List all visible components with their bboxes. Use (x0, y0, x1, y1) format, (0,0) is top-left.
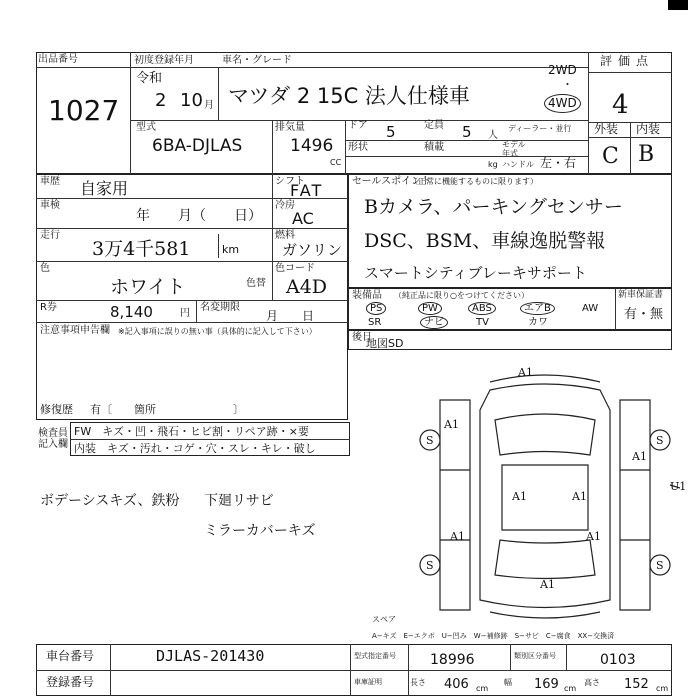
color-code-label: 色コード (275, 263, 315, 274)
rear-label: 後日 (352, 332, 372, 343)
interior-value: B (638, 142, 655, 167)
color-label: 色 (40, 263, 50, 274)
length-value: 406 (444, 677, 469, 692)
length-label: 長さ (410, 678, 426, 687)
height-unit: cm (656, 684, 669, 693)
class-label: 類別区分番号 (514, 652, 556, 660)
fuel-value: ガソリン (282, 241, 343, 259)
diagram-mark-8: A1 (540, 578, 555, 591)
drive-dot: ・ (562, 78, 573, 91)
recycle-unit: 円 (180, 308, 190, 319)
color-code-value: A4D (286, 276, 328, 298)
shift-value: FAT (290, 181, 324, 200)
handwritten-note-3: ミラーカバーキズ (204, 523, 316, 539)
handwritten-note-2: 下廻リサビ (204, 493, 274, 509)
sales-point-line-2: DSC、BSM、車線逸脱警報 (364, 230, 606, 252)
car-damage-diagram (372, 360, 690, 630)
history-label: 車歴 (40, 176, 60, 187)
shift-label: シフト (275, 176, 305, 187)
diagram-mark-11: S (426, 559, 434, 572)
chassis-label: 車台番号 (46, 649, 95, 663)
sales-points-note: （正常に機能するものに限ります） (410, 177, 538, 186)
rating-value: 4 (612, 90, 629, 120)
diagram-mark-12: S (656, 559, 664, 572)
height-label: 高さ (584, 678, 600, 687)
equip-tv: TV (476, 317, 489, 328)
recycle-value: 8,140 (110, 303, 153, 321)
equip-abs: ABS (468, 302, 496, 315)
diagram-mark-13: A1 (632, 450, 647, 463)
doors-value: 5 (386, 123, 396, 141)
capacity-value: 5 (462, 123, 472, 141)
sales-point-line-1: Bカメラ、パーキングセンサー (364, 196, 623, 218)
first-reg-month-unit: 月 (204, 100, 214, 111)
handle-label: ハンドル (502, 160, 534, 169)
rating-label: 評価点 (600, 54, 655, 68)
sales-point-line-3: スマートシティブレーキサポート (364, 264, 587, 282)
diagram-mark-3: A1 (444, 418, 459, 431)
new-warranty-value: 有・無 (624, 307, 664, 322)
first-reg-month: 10 (180, 90, 203, 111)
rear-value: 地図SD (366, 337, 404, 350)
equip-pw: PW (418, 302, 442, 315)
model-code-value: 6BA-DJLAS (152, 136, 243, 156)
header-tag: 出品番号 (38, 54, 78, 65)
corner-mark (668, 0, 688, 10)
chassis-value: DJLAS-201430 (156, 647, 265, 665)
diagram-mark-4: A1 (512, 490, 527, 503)
reg-number-label: 登録番号 (46, 675, 95, 689)
capacity-label: 定員 (424, 120, 444, 131)
model-grade-label: 車名・グレード (222, 55, 292, 66)
displacement-unit: CC (330, 158, 342, 167)
equip-airbag: エアB (520, 302, 555, 315)
history-value: 自家用 (80, 179, 129, 198)
class-value: 0103 (600, 652, 636, 668)
diagram-mark-7: A1 (586, 530, 601, 543)
model-year-label: モデル年式 (502, 140, 526, 158)
lot-number: 1027 (48, 94, 120, 127)
notes-label: 注意事項申告欄 (40, 325, 110, 336)
diagram-spare: スペア (372, 615, 396, 624)
repair-label: 修復歴 (40, 403, 73, 416)
mileage-label: 走行 (40, 230, 60, 241)
handwritten-note-1: ボデーシスキズ、鉄粉 (40, 493, 180, 509)
drive-4wd: 4WD (544, 94, 581, 113)
equipment-label: 装備品 (352, 290, 382, 301)
first-reg-label: 初度登録年月 (134, 55, 194, 66)
equip-aw: AW (582, 303, 599, 314)
ac-label: 冷房 (275, 200, 295, 211)
mileage-unit: km (222, 243, 240, 256)
equip-ps: PS (366, 302, 386, 315)
equipment-note: （純正品に限り○をつけてください） (394, 291, 529, 300)
mileage-value: 3万4千581 (92, 238, 191, 260)
displacement-label: 排気量 (275, 122, 305, 133)
exterior-value: C (602, 144, 619, 169)
car-front-bumper (490, 375, 600, 382)
diagram-mark-10: S (656, 434, 664, 447)
exterior-label: 外装 (594, 122, 619, 136)
length-unit: cm (476, 684, 489, 693)
load-unit: kg (488, 160, 498, 169)
car-windshield (495, 414, 595, 455)
inspector-row-2: 内装 キズ・汚れ・コゲ・穴・スレ・キレ・破し (74, 442, 316, 455)
shape-label: 形状 (348, 142, 368, 153)
recycle-label: R券 (40, 302, 57, 313)
inspector-row-1: FW キズ・凹・飛石・ヒビ割・リペア跡・×要 (74, 425, 309, 438)
car-rear-window (495, 540, 595, 579)
width-value: 169 (534, 677, 559, 692)
width-label: 幅 (504, 678, 512, 687)
drive-2wd: 2WD (548, 63, 577, 77)
model-code-label: 型式 (136, 122, 156, 133)
inspection-label: 車検 (40, 200, 60, 211)
first-reg-era: 令和 (136, 71, 163, 86)
car-body-outline (480, 384, 610, 608)
name-change-value: 月 日 (266, 309, 315, 323)
displacement-value: 1496 (290, 136, 334, 156)
equip-sr: SR (368, 317, 382, 328)
diagram-mark-6: A1 (450, 530, 465, 543)
type-designation-label: 型式指定番号 (354, 652, 396, 660)
diagram-mark-9: S (426, 434, 434, 447)
inspection-value: 年 月（ 日） (136, 208, 262, 224)
interior-label: 内装 (636, 122, 661, 136)
color-change-label: 色替 (246, 278, 266, 289)
car-left-side (440, 400, 470, 610)
inspector-label: 検査員記入欄 (38, 428, 68, 450)
first-reg-year: 2 (155, 90, 167, 111)
dimensions-label: 車庫証明 (354, 678, 382, 686)
dealer-label: ディーラー・並行 (508, 124, 572, 133)
color-value: ホワイト (110, 276, 186, 298)
legend: A−キズ E−エクボ U−凹み W−補修跡 S−サビ C−腐食 XX−交換済 (372, 632, 615, 640)
equip-leather: カワ (528, 317, 548, 328)
diagram-mark-5: A1 (572, 490, 587, 503)
equip-navi: ナビ (420, 316, 448, 329)
car-right-side (620, 400, 650, 610)
handle-value: 左・右 (540, 156, 577, 170)
capacity-unit: 人 (488, 130, 498, 141)
car-rear-bumper (490, 612, 600, 618)
model-grade-value: マツダ 2 15C 法人仕様車 (228, 84, 470, 108)
name-change-label: 名変期限 (200, 302, 240, 313)
doors-label: ドア (348, 120, 368, 131)
sales-points-label: セールスポイント (352, 176, 432, 187)
load-label: 積載 (424, 142, 444, 153)
diagram-mark-2: U1 (670, 480, 687, 493)
fuel-label: 燃料 (275, 230, 295, 241)
width-unit: cm (564, 684, 577, 693)
height-value: 152 (624, 677, 649, 692)
diagram-mark-1: A1 (518, 366, 533, 379)
new-warranty-label: 新車保証書 (618, 290, 664, 300)
notes-sublabel: ※記入事項に誤りの無い事（具体的に記入して下さい） (118, 327, 317, 336)
type-designation-value: 18996 (430, 652, 475, 668)
repair-value: 有〔 箇所 〕 (90, 403, 244, 416)
ac-value: AC (292, 209, 314, 228)
